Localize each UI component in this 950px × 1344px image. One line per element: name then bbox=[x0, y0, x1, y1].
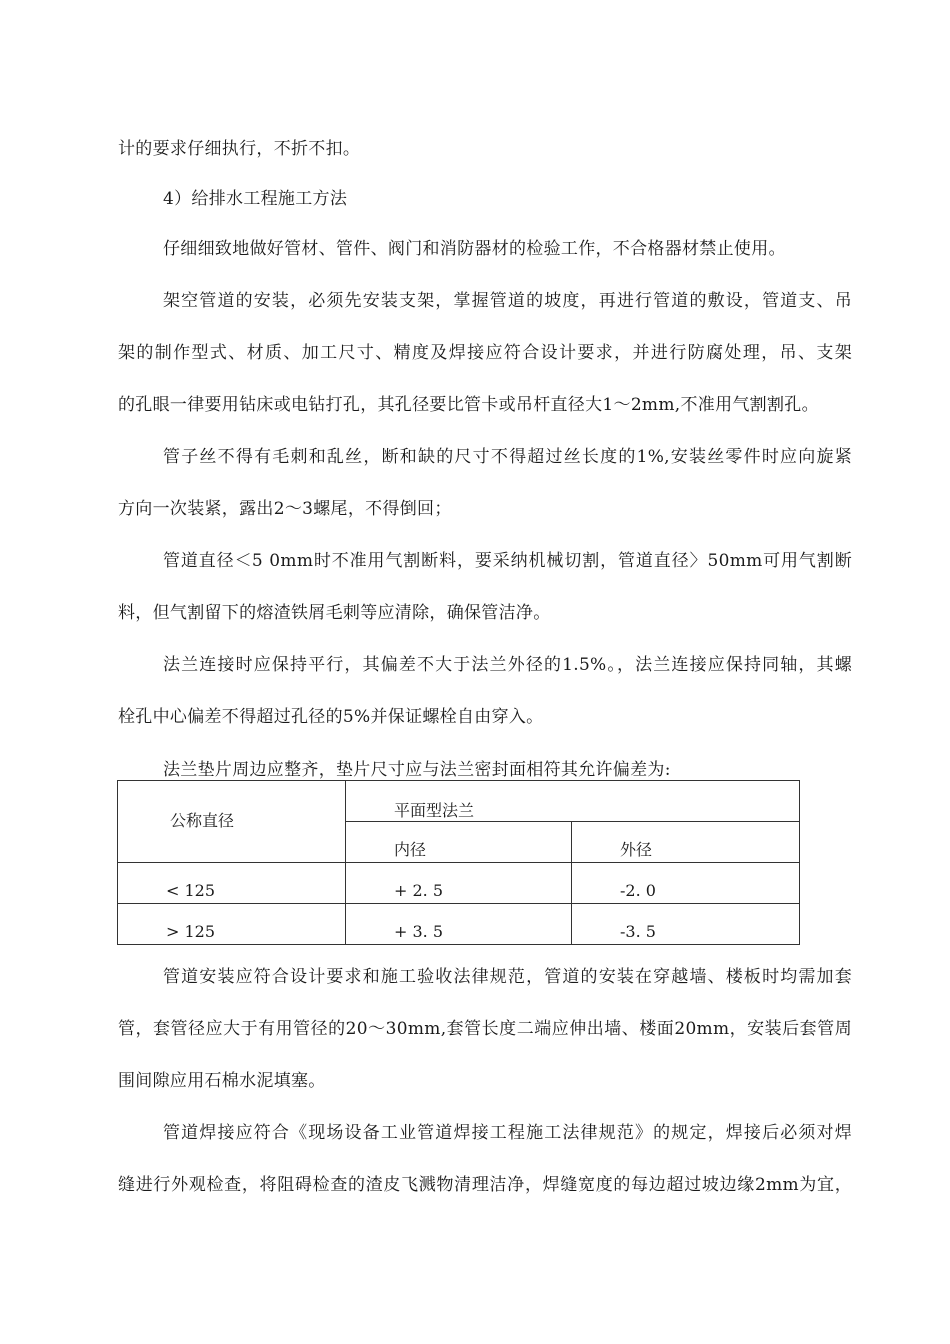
header-inner-diameter: 内径 bbox=[346, 822, 572, 863]
table-row bbox=[118, 904, 800, 945]
paragraph-line: 计的要求仔细执行，不折不扣。 bbox=[118, 139, 361, 159]
paragraph-line: 管道焊接应符合《现场设备工业管道焊接工程施工法律规范》的规定，焊接后必须对焊 bbox=[163, 1123, 852, 1143]
header-flat-flange: 平面型法兰 bbox=[346, 781, 800, 822]
table-row bbox=[118, 863, 800, 904]
paragraph-line: 方向一次装紧，露出2〜3螺尾，不得倒回； bbox=[118, 499, 452, 519]
paragraph-line: 管，套管径应大于有用管径的20〜30mm,套管长度二端应伸出墙、楼面20mm，安装后套管周 bbox=[118, 1019, 852, 1039]
paragraph-line: 架空管道的安装，必须先安装支架，掌握管道的坡度，再进行管道的敷设，管道支、吊 bbox=[163, 291, 852, 311]
section-heading: 4）给排水工程施工方法 bbox=[163, 189, 348, 209]
paragraph-line: 料，但气割留下的熔渣铁屑毛刺等应清除，确保管洁净。 bbox=[118, 603, 551, 623]
header-nominal-diameter: 公称直径 bbox=[118, 781, 346, 863]
paragraph-line: 管道安装应符合设计要求和施工验收法律规范，管道的安装在穿越墙、楼板时均需加套 bbox=[163, 967, 852, 987]
flange-gasket-tolerance-table bbox=[117, 780, 800, 945]
cell-diameter: > 125 bbox=[118, 904, 346, 945]
paragraph-line: 法兰连接时应保持平行，其偏差不大于法兰外径的1.5%。，法兰连接应保持同轴，其螺 bbox=[163, 655, 852, 675]
paragraph-line: 管子丝不得有毛刺和乱丝，断和缺的尺寸不得超过丝长度的1%,安装丝零件时应向旋紧 bbox=[163, 447, 852, 467]
paragraph-line: 缝进行外观检查，将阻碍检查的渣皮飞溅物清理洁净，焊缝宽度的每边超过坡边缘2mm为宜， bbox=[118, 1175, 852, 1195]
table-caption: 法兰垫片周边应整齐，垫片尺寸应与法兰密封面相符其允许偏差为: bbox=[163, 760, 671, 780]
cell-inner: + 3. 5 bbox=[346, 904, 572, 945]
cell-inner: + 2. 5 bbox=[346, 863, 572, 904]
paragraph-line: 架的制作型式、材质、加工尺寸、精度及焊接应符合设计要求，并进行防腐处理，吊、支架 bbox=[118, 343, 852, 363]
cell-diameter: < 125 bbox=[118, 863, 346, 904]
paragraph-line: 管道直径＜5 0mm时不准用气割断料，要采纳机械切割，管道直径〉50mm可用气割断 bbox=[163, 551, 852, 571]
paragraph-line: 仔细细致地做好管材、管件、阀门和消防器材的检验工作，不合格器材禁止使用。 bbox=[163, 239, 786, 259]
paragraph-line: 的孔眼一律要用钻床或电钻打孔，其孔径要比管卡或吊杆直径大1〜2mm,不准用气割割孔。 bbox=[118, 395, 819, 415]
paragraph-line: 栓孔中心偏差不得超过孔径的5%并保证螺栓自由穿入。 bbox=[118, 707, 544, 727]
cell-outer: -2. 0 bbox=[572, 863, 800, 904]
cell-outer: -3. 5 bbox=[572, 904, 800, 945]
paragraph-line: 围间隙应用石棉水泥填塞。 bbox=[118, 1071, 326, 1091]
header-outer-diameter: 外径 bbox=[572, 822, 800, 863]
